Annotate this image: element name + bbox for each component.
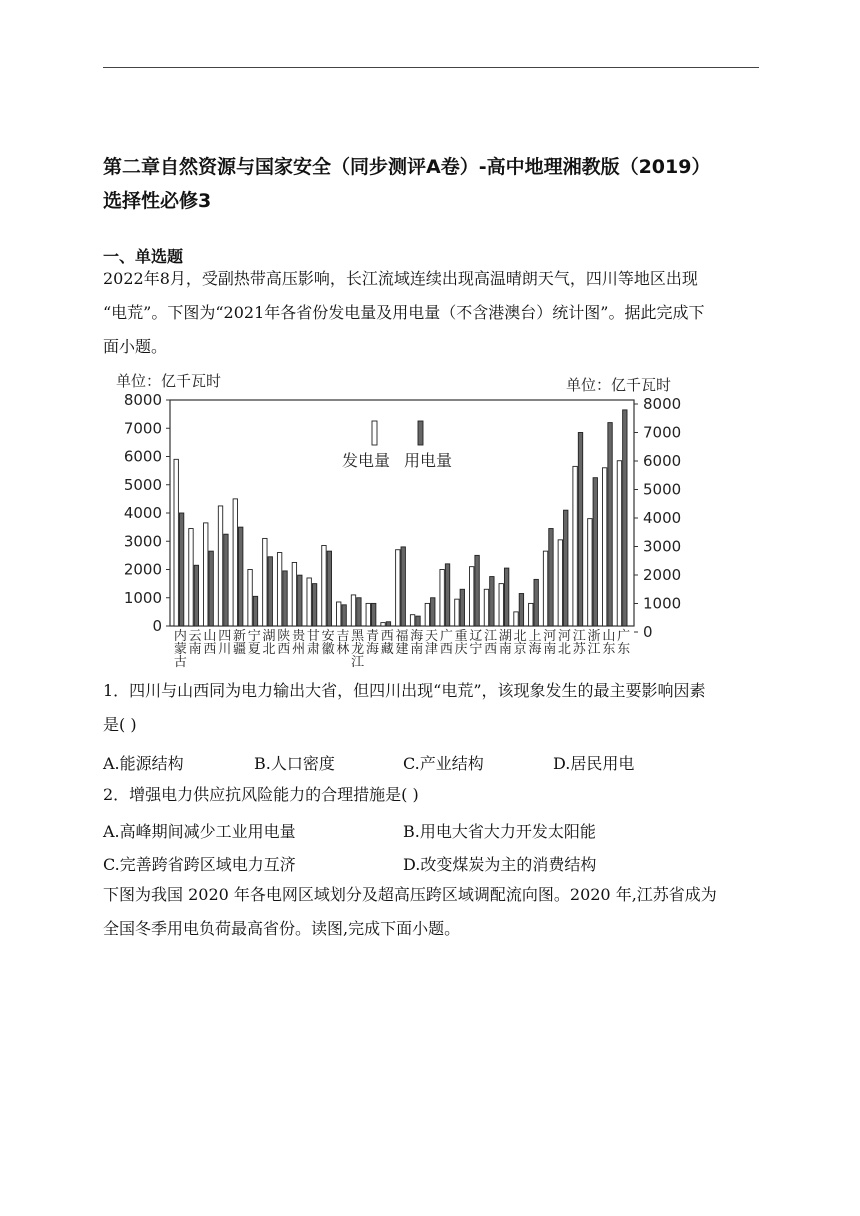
y-left-tick-label: 5000 (123, 475, 162, 494)
x-tick-label: 天津 (425, 629, 439, 657)
x-tick-label: 安徽 (321, 629, 335, 657)
y-right-tick-label: 7000 (643, 423, 682, 442)
x-tick-label: 福建 (395, 629, 409, 657)
bar-generation (440, 570, 444, 627)
title-line-1: 第二章自然资源与国家安全（同步测评A卷）-高中地理湘教版（2019） (103, 156, 711, 178)
bar-generation (617, 461, 621, 626)
q1-option-d[interactable]: D.居民用电 (553, 754, 635, 773)
bar-consumption (564, 510, 568, 626)
bar-generation (277, 553, 281, 626)
x-tick-label: 重庆 (454, 629, 468, 657)
x-tick-label: 内蒙古 (173, 629, 187, 670)
x-tick-label: 湖南 (498, 629, 512, 657)
x-tick-label: 辽宁 (469, 629, 483, 657)
x-tick-label: 云南 (188, 629, 202, 657)
bar-consumption (608, 423, 612, 626)
x-tick-label: 河北 (558, 629, 572, 657)
x-tick-label: 山西 (203, 629, 217, 657)
bar-generation (263, 538, 267, 626)
legend-label-consumption: 用电量 (404, 451, 453, 470)
bar-generation (396, 550, 400, 626)
bar-consumption (209, 551, 213, 626)
x-tick-label: 新疆 (232, 629, 246, 657)
bar-consumption (283, 571, 287, 626)
y-left-tick-label: 8000 (123, 391, 162, 409)
bar-consumption (534, 579, 538, 626)
x-tick-label: 河南 (543, 629, 557, 657)
electricity-bar-chart (110, 368, 700, 673)
bar-consumption (623, 410, 627, 626)
bar-consumption (179, 513, 183, 626)
header-rule (103, 67, 759, 68)
bar-consumption (416, 616, 420, 626)
bar-consumption (357, 598, 361, 626)
bar-consumption (342, 605, 346, 626)
bar-consumption (327, 551, 331, 626)
bar-consumption (431, 598, 435, 626)
bar-generation (514, 612, 518, 626)
intro-paragraph (103, 262, 759, 364)
q1-stem-line-1: 1．四川与山西同为电力输出大省，但四川出现“电荒”，该现象发生的最主要影响因素 (103, 681, 706, 700)
bar-generation (292, 562, 296, 626)
bar-generation (174, 459, 178, 626)
x-tick-label: 甘肃 (306, 629, 320, 657)
q1-option-c[interactable]: C.产业结构 (403, 754, 484, 773)
bar-generation (307, 578, 311, 626)
x-tick-label: 广西 (439, 629, 453, 657)
bar-generation (543, 551, 547, 626)
bar-consumption (268, 557, 272, 626)
x-tick-label: 西藏 (380, 629, 394, 657)
y-left-tick-label: 7000 (123, 419, 162, 438)
y-right-tick-label: 1000 (643, 594, 682, 613)
x-tick-label: 黑龙江 (351, 629, 365, 670)
x-tick-label: 江苏 (572, 629, 586, 657)
section-heading: 一、单选题 (103, 247, 184, 266)
bar-consumption (519, 594, 523, 626)
bar-generation (455, 599, 459, 626)
bar-generation (366, 603, 370, 626)
unit-right-label: 单位：亿千瓦时 (566, 376, 672, 394)
title-line-2: 选择性必修3 (103, 190, 212, 212)
y-left-tick-label: 3000 (123, 532, 162, 551)
x-tick-label: 海南 (410, 629, 424, 657)
q2-option-b[interactable]: B.用电大省大力开发太阳能 (403, 822, 596, 841)
bar-consumption (549, 529, 553, 626)
bar-generation (469, 567, 473, 626)
x-tick-label: 陕西 (277, 629, 291, 657)
y-right-tick-label: 6000 (643, 452, 682, 470)
x-tick-label: 山东 (602, 629, 616, 657)
bar-generation (322, 545, 326, 626)
page-title (103, 150, 763, 218)
intro-line-3: 面小题。 (103, 337, 168, 356)
legend-swatch (372, 421, 377, 445)
legend-swatch (418, 421, 423, 445)
x-tick-label: 浙江 (587, 629, 601, 657)
bar-generation (484, 589, 488, 626)
bar-consumption (460, 589, 464, 626)
x-tick-label: 吉林 (336, 629, 350, 657)
q2-option-c[interactable]: C.完善跨省跨区域电力互济 (103, 855, 296, 874)
bar-generation (189, 529, 193, 626)
bar-generation (233, 499, 237, 626)
x-tick-label: 青海 (365, 629, 379, 657)
y-left-tick-label: 1000 (123, 588, 162, 607)
legend-label-generation: 发电量 (342, 451, 391, 470)
q1-option-a[interactable]: A.能源结构 (103, 754, 184, 773)
x-tick-label: 江西 (484, 629, 498, 657)
bar-generation (248, 570, 252, 627)
bar-consumption (224, 534, 228, 626)
x-tick-label: 宁夏 (247, 629, 261, 657)
bar-consumption (490, 577, 494, 626)
y-right-tick-label: 2000 (643, 566, 682, 584)
y-left-tick-label: 6000 (123, 447, 162, 466)
y-right-tick-label: 8000 (643, 395, 682, 413)
bar-generation (425, 603, 429, 626)
q1-stem-line-2: 是( ) (103, 715, 137, 734)
intro-line-1: 2022年8月，受副热带高压影响，长江流域连续出现高温晴朗天气，四川等地区出现 (103, 269, 698, 288)
bar-consumption (504, 568, 508, 626)
bar-generation (204, 523, 208, 626)
bar-consumption (312, 584, 316, 626)
x-tick-label: 四川 (218, 629, 232, 657)
bar-consumption (386, 622, 390, 626)
y-left-tick-label: 4000 (123, 504, 162, 522)
question-1 (103, 674, 759, 742)
bar-consumption (578, 432, 582, 626)
bar-consumption (445, 564, 449, 626)
bar-consumption (253, 596, 257, 626)
bar-consumption (238, 527, 242, 626)
bar-generation (573, 466, 577, 626)
bar-generation (410, 615, 414, 626)
bar-consumption (593, 478, 597, 626)
bar-generation (588, 519, 592, 626)
x-tick-label: 湖北 (262, 629, 276, 657)
bar-consumption (194, 565, 198, 626)
y-right-tick-label: 0 (643, 623, 653, 641)
y-right-tick-label: 3000 (643, 537, 682, 556)
q1-option-b[interactable]: B.人口密度 (254, 754, 335, 773)
y-left-tick-label: 0 (152, 617, 162, 635)
q2-option-a[interactable]: A.高峰期间减少工业用电量 (103, 822, 296, 841)
outro-line-1: 下图为我国 2020 年各电网区域划分及超高压跨区域调配流向图。2020 年,江苏省成为 (103, 885, 717, 904)
bar-generation (558, 540, 562, 626)
x-tick-label: 广东 (617, 629, 631, 657)
q2-stem: 2．增强电力供应抗风险能力的合理措施是( ) (103, 785, 419, 804)
x-tick-label: 北京 (513, 629, 527, 657)
x-tick-label: 上海 (528, 629, 542, 657)
bar-generation (499, 584, 503, 626)
y-right-tick-label: 5000 (643, 480, 682, 499)
bar-consumption (298, 575, 302, 626)
bar-generation (381, 623, 385, 626)
q2-option-d[interactable]: D.改变煤炭为主的消费结构 (403, 855, 597, 874)
bar-consumption (401, 547, 405, 626)
outro-line-2: 全国冬季用电负荷最高省份。读图,完成下面小题。 (103, 919, 461, 938)
y-right-tick-label: 4000 (643, 509, 682, 527)
bar-generation (602, 468, 606, 626)
bar-generation (337, 602, 341, 626)
y-left-tick-label: 2000 (123, 560, 162, 579)
x-tick-label: 贵州 (292, 629, 306, 657)
intro-line-2: “电荒”。下图为“2021年各省份发电量及用电量（不含港澳台）统计图”。据此完成下 (103, 303, 705, 322)
bar-generation (351, 595, 355, 626)
bar-generation (218, 506, 222, 626)
bar-consumption (371, 603, 375, 626)
outro-paragraph (103, 878, 759, 946)
bar-consumption (475, 555, 479, 626)
bar-generation (529, 603, 533, 626)
unit-left-label: 单位：亿千瓦时 (116, 372, 222, 390)
